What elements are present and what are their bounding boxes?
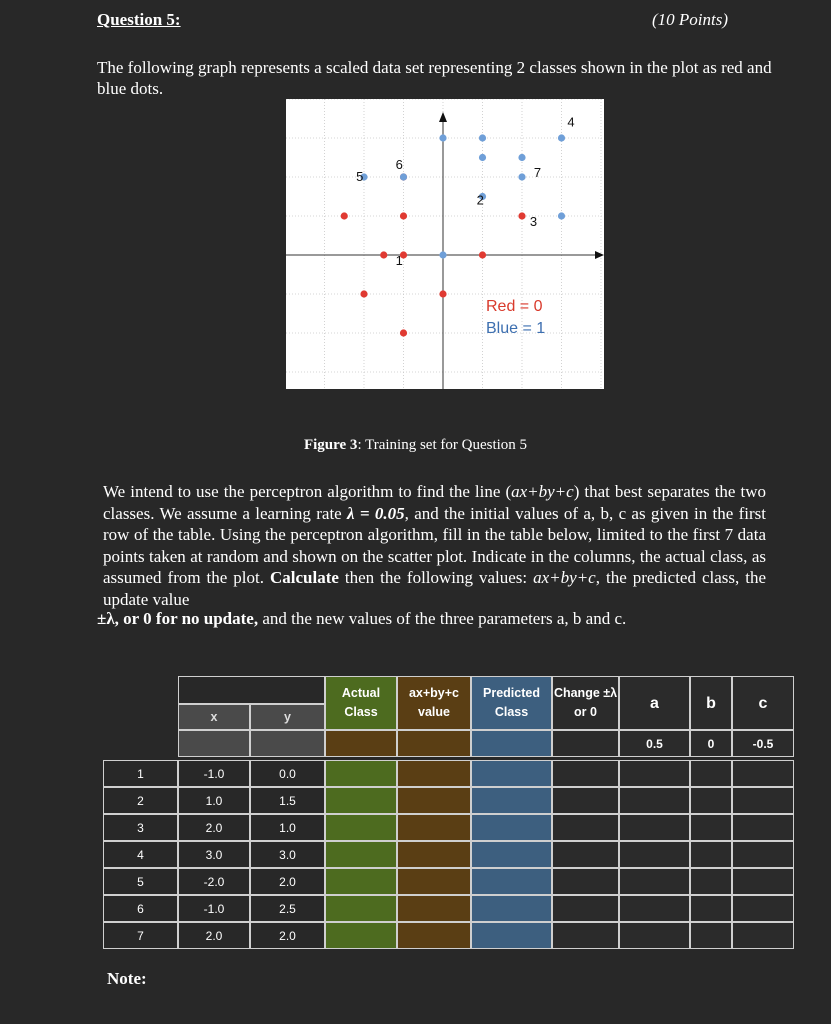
value-cell[interactable] (397, 922, 471, 949)
x-axis-arrow (595, 251, 604, 259)
red-point (479, 251, 486, 258)
x-value: 2.0 (178, 814, 250, 841)
question-title: Question 5: (97, 10, 181, 29)
caption-text: : Training set for Question 5 (357, 437, 528, 453)
b-cell[interactable] (690, 841, 732, 868)
instr-part: , the predicted class, the update value (103, 568, 766, 609)
c-cell[interactable] (732, 922, 794, 949)
initial-b: 0 (690, 730, 732, 757)
initial-actual (325, 730, 397, 757)
update-instruction (97, 609, 777, 629)
row-number: 3 (103, 814, 178, 841)
red-point (380, 251, 387, 258)
row-number: 1 (103, 760, 178, 787)
predicted-class-cell[interactable] (471, 922, 552, 949)
predicted-class-cell[interactable] (471, 841, 552, 868)
point-label: 7 (533, 165, 542, 180)
blue-point (518, 173, 525, 180)
actual-class-cell[interactable] (325, 895, 397, 922)
initial-a: 0.5 (619, 730, 690, 757)
scatter-svg (286, 99, 604, 389)
y-value: 2.0 (250, 868, 325, 895)
row-number: 6 (103, 895, 178, 922)
y-value: 1.0 (250, 814, 325, 841)
legend-red: Red = 0 (486, 298, 543, 315)
instr-rate: λ = 0.05 (347, 503, 405, 523)
legend-blue: Blue = 1 (486, 320, 546, 337)
update-rest: and the new values of the three parameters a, b and c. (258, 609, 627, 628)
change-header: Change ±λ or 0 (552, 676, 619, 730)
c-cell[interactable] (732, 760, 794, 787)
instr-part: We intend to use the perceptron algorithm to find the line ( (103, 482, 512, 501)
x-value: 1.0 (178, 787, 250, 814)
a-cell[interactable] (619, 814, 690, 841)
y-axis-arrow (439, 112, 447, 122)
b-cell[interactable] (690, 895, 732, 922)
scatter-plot (286, 99, 604, 389)
actual-class-cell[interactable] (325, 760, 397, 787)
x-value: -1.0 (178, 895, 250, 922)
blue-point (400, 173, 407, 180)
b-cell[interactable] (690, 760, 732, 787)
c-cell[interactable] (732, 814, 794, 841)
row-number: 7 (103, 922, 178, 949)
b-cell[interactable] (690, 868, 732, 895)
value-cell[interactable] (397, 841, 471, 868)
initial-change (552, 730, 619, 757)
point-label: 4 (567, 114, 575, 130)
y-header: y (250, 704, 325, 730)
predicted-class-header: Predicted Class (471, 676, 552, 730)
blue-point (439, 134, 446, 141)
initial-c: -0.5 (732, 730, 794, 757)
c-header: c (732, 676, 794, 730)
change-cell[interactable] (552, 895, 619, 922)
a-cell[interactable] (619, 841, 690, 868)
predicted-class-cell[interactable] (471, 814, 552, 841)
x-value: 2.0 (178, 922, 250, 949)
a-cell[interactable] (619, 787, 690, 814)
point-label: 2 (476, 192, 484, 208)
red-point (400, 329, 407, 336)
y-value: 2.5 (250, 895, 325, 922)
row-number: 2 (103, 787, 178, 814)
initial-x (178, 730, 250, 757)
change-cell[interactable] (552, 868, 619, 895)
change-cell[interactable] (552, 814, 619, 841)
change-cell[interactable] (552, 922, 619, 949)
a-header: a (619, 676, 690, 730)
c-cell[interactable] (732, 895, 794, 922)
y-value: 0.0 (250, 760, 325, 787)
c-cell[interactable] (732, 787, 794, 814)
blue-point (439, 251, 446, 258)
a-cell[interactable] (619, 895, 690, 922)
initial-predicted (471, 730, 552, 757)
blue-point (479, 154, 486, 161)
value-cell[interactable] (397, 787, 471, 814)
actual-class-cell[interactable] (325, 814, 397, 841)
actual-class-cell[interactable] (325, 787, 397, 814)
row-number: 5 (103, 868, 178, 895)
a-cell[interactable] (619, 922, 690, 949)
y-value: 1.5 (250, 787, 325, 814)
intro-text: The following graph represents a scaled data set representing 2 classes shown in the plot as red and blue dots. (97, 58, 772, 98)
point-label: 3 (529, 213, 538, 229)
instr-calc: Calculate (269, 568, 339, 587)
instr-part: , and the initial values of a, b, c as given in the first row of the table. Using the perceptron algorithm, fill in the table below, limited to the first 7 data points taken at random and shown on the scatter plot. Indicate in the columns, the actual class, as assumed from the plot. (103, 503, 766, 587)
predicted-class-cell[interactable] (471, 760, 552, 787)
y-value: 2.0 (250, 922, 325, 949)
change-cell[interactable] (552, 787, 619, 814)
figure-caption (0, 437, 831, 454)
b-cell[interactable] (690, 922, 732, 949)
value-cell[interactable] (397, 760, 471, 787)
change-cell[interactable] (552, 841, 619, 868)
point-label: 5 (356, 168, 364, 184)
a-cell[interactable] (619, 760, 690, 787)
c-cell[interactable] (732, 841, 794, 868)
blue-point (518, 154, 525, 161)
value-cell[interactable] (397, 814, 471, 841)
b-cell[interactable] (690, 787, 732, 814)
value-cell[interactable] (397, 895, 471, 922)
predicted-class-cell[interactable] (471, 787, 552, 814)
point-label: 6 (395, 157, 403, 173)
note-label: Note: (107, 969, 147, 988)
instr-formula: ax+by+c (533, 568, 596, 587)
red-point (518, 212, 525, 219)
perceptron-table (103, 676, 794, 945)
question-points: (10 Points) (652, 10, 729, 29)
blue-point (558, 134, 565, 141)
instr-formula: ax+by+c (511, 482, 574, 501)
red-point (439, 290, 446, 297)
instructions (103, 481, 766, 610)
blue-point (558, 212, 565, 219)
initial-value (397, 730, 471, 757)
actual-class-header: Actual Class (325, 676, 397, 730)
initial-y (250, 730, 325, 757)
y-value: 3.0 (250, 841, 325, 868)
predicted-class-cell[interactable] (471, 895, 552, 922)
x-value: -1.0 (178, 760, 250, 787)
x-header: x (178, 704, 250, 730)
b-cell[interactable] (690, 814, 732, 841)
row-number: 4 (103, 841, 178, 868)
actual-class-cell[interactable] (325, 922, 397, 949)
actual-class-cell[interactable] (325, 868, 397, 895)
predicted-class-cell[interactable] (471, 868, 552, 895)
xy-header-top (178, 676, 325, 704)
red-point (341, 212, 348, 219)
blue-point (479, 134, 486, 141)
point-label: 1 (395, 252, 403, 268)
caption-label: Figure 3 (303, 437, 358, 453)
value-header: ax+by+c value (397, 676, 471, 730)
instr-part: then the following values: (338, 568, 534, 587)
red-point (400, 212, 407, 219)
actual-class-cell[interactable] (325, 841, 397, 868)
instr-part: ) that best separates the two classes. We assume a learning rate (103, 482, 766, 523)
b-header: b (690, 676, 732, 730)
x-value: -2.0 (178, 868, 250, 895)
update-bold: ±λ, or 0 for no update, (97, 609, 259, 628)
value-cell[interactable] (397, 868, 471, 895)
red-point (360, 290, 367, 297)
x-value: 3.0 (178, 841, 250, 868)
a-cell[interactable] (619, 868, 690, 895)
c-cell[interactable] (732, 868, 794, 895)
change-cell[interactable] (552, 760, 619, 787)
row-number-header (103, 676, 178, 757)
